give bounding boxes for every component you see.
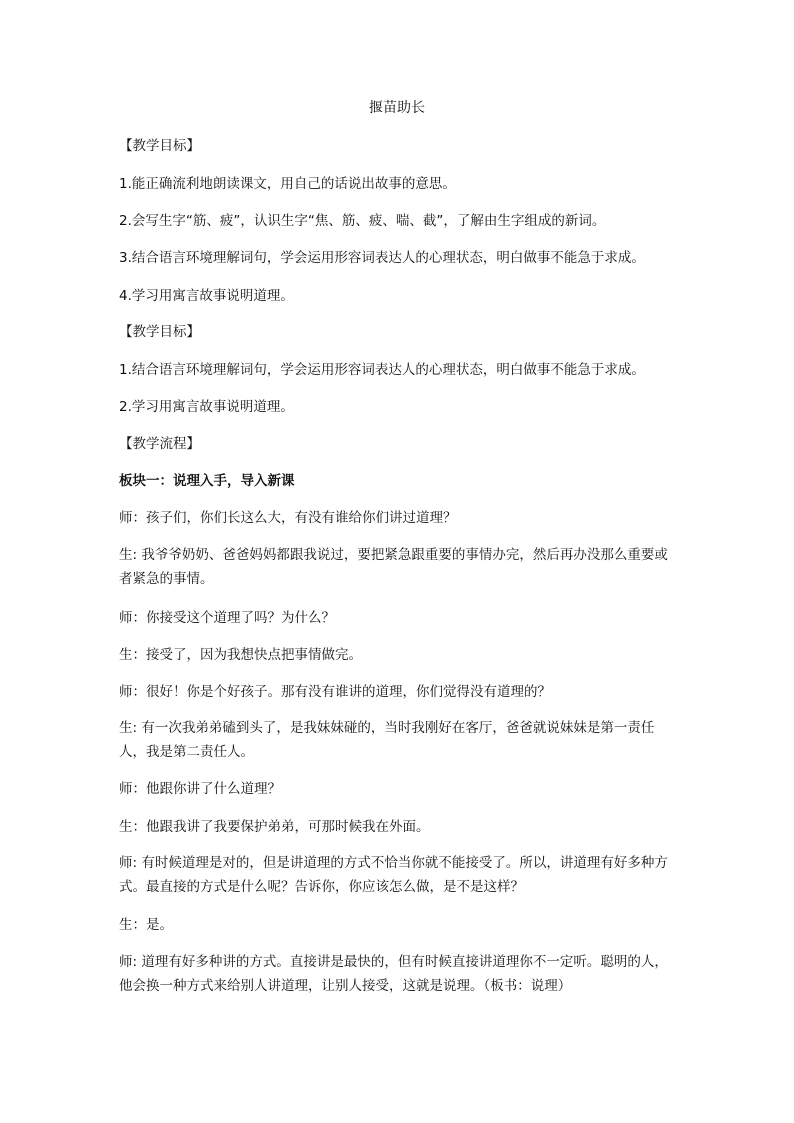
dialogue-line-7: 师：他跟你讲了什么道理？ [119,781,281,797]
goal-item-1: 1.能正确流利地朗读课文，用自己的话说出故事的意思。 [119,176,456,192]
dialogue-line-11: 师: 道理有好多种讲的方式。直接讲是最快的，但有时候直接讲道理你不一定听。聪明的人，他会换一种方式来给别人讲道理，让别人接受，这就是说理。（板书：说理） [119,954,668,994]
dialogue-line-2: 生: 我爷爷奶奶、爸爸妈妈都跟我说过，要把紧急跟重要的事情办完，然后再办没那么重要或者紧急的事情。 [119,547,668,587]
dialogue-line-1: 师：孩子们，你们长这么大，有没有谁给你们讲过道理？ [119,510,457,526]
dialogue-line-5: 师：很好！你是个好孩子。那有没有谁讲的道理，你们觉得没有道理的？ [119,684,551,700]
dialogue-line-8: 生：他跟我讲了我要保护弟弟，可那时候我在外面。 [119,819,430,835]
dialogue-line-10: 生：是。 [119,917,173,933]
goals-heading: 【教学目标】 [119,138,200,154]
goal-item-2: 2.会写生字“筋、疲”，认识生字“焦、筋、疲、喘、截”，了解由生字组成的新词。 [119,213,606,229]
focus-item-2: 2.学习用寓言故事说明道理。 [119,399,294,415]
dialogue-line-4: 生：接受了，因为我想快点把事情做完。 [119,647,362,663]
goal-item-4: 4.学习用寓言故事说明道理。 [119,288,294,304]
dialogue-line-3: 师：你接受这个道理了吗？为什么？ [119,610,335,626]
dialogue-line-9: 师: 有时候道理是对的，但是讲道理的方式不恰当你就不能接受了。所以，讲道理有好多种方式。最直接的方式是什么呢？告诉你，你应该怎么做，是不是这样？ [119,855,668,895]
focus-item-1: 1.结合语言环境理解词句，学会运用形容词表达人的心理状态，明白做事不能急于求成。 [119,362,645,378]
goal-item-3: 3.结合语言环境理解词句，学会运用形容词表达人的心理状态，明白做事不能急于求成。 [119,250,645,266]
dialogue-line-6: 生: 有一次我弟弟磕到头了，是我妹妹碰的，当时我刚好在客厅，爸爸就说妹妹是第一责任人，我是第二责任人。 [119,720,655,760]
block1-heading: 板块一：说理入手，导入新课 [119,473,295,489]
process-heading: 【教学流程】 [119,436,200,452]
focus-heading: 【教学目标】 [119,324,200,340]
document-title: 揠苗助长 [369,100,425,116]
